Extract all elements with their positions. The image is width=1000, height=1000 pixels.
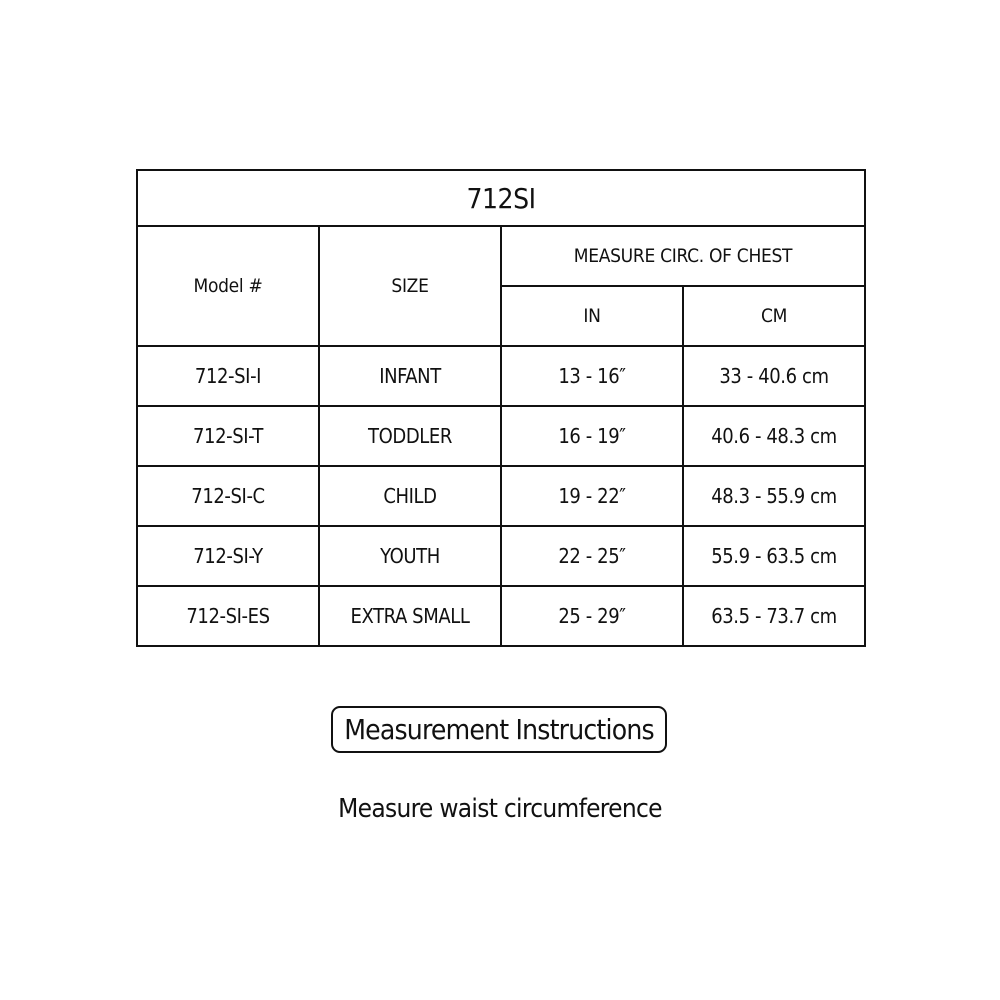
table-row: [137, 526, 865, 586]
cell-model: 712-SI-Y: [137, 526, 319, 586]
instructions-heading: Measurement Instructions: [331, 706, 667, 753]
cell-in: 22 - 25″: [501, 526, 683, 586]
table-row: [137, 406, 865, 466]
cell-in: 25 - 29″: [501, 586, 683, 646]
cell-model: 712-SI-ES: [137, 586, 319, 646]
header-in: IN: [501, 286, 683, 346]
table-row: [137, 346, 865, 406]
size-chart-table: [136, 169, 866, 647]
cell-in: 16 - 19″: [501, 406, 683, 466]
cell-in: 13 - 16″: [501, 346, 683, 406]
table-row: [137, 466, 865, 526]
cell-size: TODDLER: [319, 406, 501, 466]
cell-in: 19 - 22″: [501, 466, 683, 526]
cell-model: 712-SI-T: [137, 406, 319, 466]
header-cm: CM: [683, 286, 865, 346]
cell-model: 712-SI-I: [137, 346, 319, 406]
cell-size: YOUTH: [319, 526, 501, 586]
cell-cm: 55.9 - 63.5 cm: [683, 526, 865, 586]
cell-model: 712-SI-C: [137, 466, 319, 526]
instructions-text: Measure waist circumference: [338, 794, 662, 824]
cell-size: EXTRA SMALL: [319, 586, 501, 646]
cell-size: CHILD: [319, 466, 501, 526]
cell-cm: 33 - 40.6 cm: [683, 346, 865, 406]
cell-cm: 48.3 - 55.9 cm: [683, 466, 865, 526]
cell-size: INFANT: [319, 346, 501, 406]
header-measure: MEASURE CIRC. OF CHEST: [501, 226, 865, 286]
header-model: Model #: [137, 226, 319, 346]
table-row: [137, 586, 865, 646]
table-title: 712SI: [137, 170, 865, 226]
cell-cm: 63.5 - 73.7 cm: [683, 586, 865, 646]
header-size: SIZE: [319, 226, 501, 346]
cell-cm: 40.6 - 48.3 cm: [683, 406, 865, 466]
